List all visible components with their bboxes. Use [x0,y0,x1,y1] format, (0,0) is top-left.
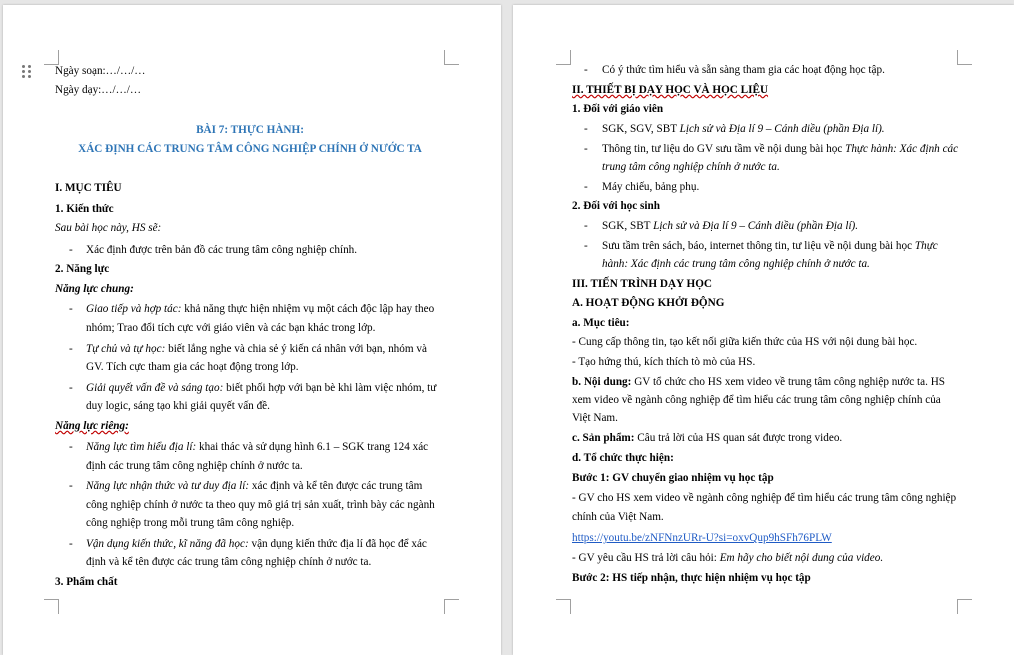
list-item[interactable]: Xác định được trên bản đồ các trung tâm công nghiệp chính. [86,244,358,256]
subsection-heading[interactable]: 2. Đối với học sinh [572,200,660,212]
paragraph-italic: Em hãy cho biết nội dung của video. [719,552,884,564]
list-item[interactable] [602,122,885,136]
list-item-lead: Năng lực tìm hiểu địa lí: [86,441,197,453]
paragraph-label: b. Nội dung: [572,376,632,388]
bullet-dash: - [69,441,73,453]
paragraph-continuation[interactable]: xem video về ngành công nghiệp để tìm hiểu các trung tâm công nghiệp chính của [572,394,941,406]
bullet-dash: - [584,220,588,232]
margin-mark [957,599,972,614]
document-page-1 [3,5,501,655]
list-item[interactable] [602,219,858,233]
bullet-dash: - [69,538,73,550]
paragraph[interactable] [572,431,842,445]
bullet-dash: - [69,303,73,315]
list-item-text: vận dụng kiến thức địa lí đã học để xác [248,538,427,550]
bullet-dash: - [69,480,73,492]
list-item-lead: Vận dụng kiến thức, kĩ năng đã học: [86,538,249,550]
bullet-dash: - [69,343,73,355]
paragraph-text: GV tổ chức cho HS xem video về trung tâm công nghiệp nước ta. HS [631,376,946,388]
subheading[interactable]: Năng lực chung: [55,283,134,295]
bullet-dash: - [584,64,588,76]
step-heading[interactable]: Bước 2: HS tiếp nhận, thực hiện nhiệm vụ học tập [572,572,811,584]
document-page-2 [513,5,1014,655]
subsection-heading[interactable]: 2. Năng lực [55,263,110,275]
paragraph-text: - GV yêu cầu HS trả lời câu hỏi: [572,552,720,564]
list-item-italic: Thực [914,240,938,252]
paragraph-text: Câu trả lời của HS quan sát được trong video. [634,432,843,444]
subsection-heading[interactable]: A. HOẠT ĐỘNG KHỞI ĐỘNG [572,297,725,309]
list-item-text: biết phối hợp với bạn bè khi làm việc nhóm, tư [223,382,437,394]
section-heading[interactable]: III. TIẾN TRÌNH DẠY HỌC [572,278,712,290]
list-item-continuation[interactable]: công nghiệp chính ở nước ta theo quy mô giá trị sản xuất, trình bày các ngành [86,499,435,511]
list-item-continuation[interactable]: duy logic, sáng tạo khi giải quyết vấn đề. [86,400,270,412]
list-item-text: biết lắng nghe và chia sẻ ý kiến cá nhân với bạn, nhóm và [165,343,427,355]
paragraph[interactable]: Sau bài học này, HS sẽ: [55,222,162,234]
list-item-continuation[interactable]: công nghiệp trong mỗi trung tâm công nghiệp. [86,517,295,529]
paragraph[interactable]: - Tạo hứng thú, kích thích tò mò của HS. [572,356,756,368]
list-item-italic: Lịch sử và Địa lí 9 – Cánh diều (phần Địa lí). [653,220,859,232]
list-item[interactable] [602,142,958,156]
subsection-heading[interactable]: 1. Đối với giáo viên [572,103,664,115]
paragraph-continuation[interactable]: chính của Việt Nam. [572,511,664,523]
bullet-dash: - [69,244,73,256]
list-item[interactable] [86,342,427,356]
lesson-subtitle[interactable]: XÁC ĐỊNH CÁC TRUNG TÂM CÔNG NGHIỆP CHÍNH Ở NƯỚC TA [78,143,422,155]
margin-mark [556,599,571,614]
list-item-text: SGK, SGV, SBT [602,123,680,135]
paragraph[interactable] [572,551,883,565]
list-item-continuation[interactable]: hành: Xác định các trung tâm công nghiệp chính ở nước ta. [602,258,870,270]
section-heading[interactable]: I. MỤC TIÊU [55,182,122,194]
margin-mark [44,50,59,65]
subheading[interactable]: a. Mục tiêu: [572,317,630,329]
lesson-title[interactable]: BÀI 7: THỰC HÀNH: [196,124,304,136]
step-heading[interactable]: Bước 1: GV chuyển giao nhiệm vụ học tập [572,472,774,484]
subheading[interactable]: d. Tổ chức thực hiện: [572,452,674,464]
bullet-dash: - [584,181,588,193]
date-taught[interactable]: Ngày dạy:…/…/… [55,84,142,96]
margin-mark [44,599,59,614]
paragraph[interactable]: - GV cho HS xem video về ngành công nghiệp để tìm hiểu các trung tâm công nghiệp [572,492,957,504]
list-item[interactable]: Có ý thức tìm hiểu và sẵn sàng tham gia các hoạt động học tập. [602,64,885,76]
list-item-text: Thông tin, tư liệu do GV sưu tầm về nội dung bài học [602,143,846,155]
list-item-lead: Giao tiếp và hợp tác: [86,303,182,315]
list-item[interactable] [86,440,428,454]
paragraph-drag-handle-icon[interactable] [22,65,34,79]
subsection-heading[interactable]: 1. Kiến thức [55,203,114,215]
list-item-lead: Giải quyết vấn đề và sáng tạo: [86,382,224,394]
margin-mark [556,50,571,65]
list-item-continuation[interactable]: GV. Tích cực tham gia các hoạt động trong lớp. [86,361,299,373]
list-item-continuation[interactable]: định và kể tên được các trung tâm công nghiệp chính ở nước ta. [86,556,372,568]
list-item-text: xác định và kể tên được các trung tâm [249,480,423,492]
subheading[interactable]: Năng lực riêng: [55,420,129,432]
bullet-dash: - [584,240,588,252]
list-item-italic: Lịch sử và Địa lí 9 – Cánh diều (phần Địa lí). [679,123,885,135]
list-item-continuation[interactable]: định các trung tâm công nghiệp chính ở nước ta. [86,460,303,472]
list-item-lead: Tự chủ và tự học: [86,343,166,355]
list-item[interactable] [86,479,422,493]
paragraph-label: c. Sản phẩm: [572,432,635,444]
list-item-text: khả năng thực hiện nhiệm vụ một cách độc lập hay theo [181,303,435,315]
margin-mark [444,50,459,65]
section-heading[interactable]: II. THIẾT BỊ DẠY HỌC VÀ HỌC LIỆU [572,84,769,96]
margin-mark [957,50,972,65]
list-item-italic: Thực hành: Xác định các [845,143,959,155]
list-item-text: SGK, SBT [602,220,654,232]
margin-mark [444,599,459,614]
paragraph-continuation[interactable]: Việt Nam. [572,412,618,424]
list-item-continuation[interactable]: trung tâm công nghiệp chính ở nước ta. [602,161,780,173]
date-prepared[interactable]: Ngày soạn:…/…/… [55,65,146,77]
bullet-dash: - [584,143,588,155]
list-item-text: khai thác và sử dụng hình 6.1 – SGK trang 124 xác [196,441,429,453]
paragraph[interactable] [572,375,945,389]
list-item-lead: Năng lực nhận thức và tư duy địa lí: [86,480,250,492]
list-item[interactable] [86,537,427,551]
bullet-dash: - [69,382,73,394]
list-item[interactable] [602,239,938,253]
list-item[interactable]: Máy chiếu, bảng phụ. [602,181,700,193]
list-item-continuation[interactable]: nhóm; Trao đổi tích cực với giáo viên và các bạn khác trong lớp. [86,322,376,334]
list-item[interactable] [86,302,434,316]
paragraph[interactable]: - Cung cấp thông tin, tạo kết nối giữa kiến thức của HS với nội dung bài học. [572,336,918,348]
list-item[interactable] [86,381,436,395]
video-link[interactable]: https://youtu.be/zNFNnzURr-U?si=oxvQup9hSFh76PLW [572,532,832,544]
subsection-heading[interactable]: 3. Phẩm chất [55,576,118,588]
bullet-dash: - [584,123,588,135]
list-item-text: Sưu tầm trên sách, báo, internet thông tin, tư liệu về nội dung bài học [602,240,915,252]
